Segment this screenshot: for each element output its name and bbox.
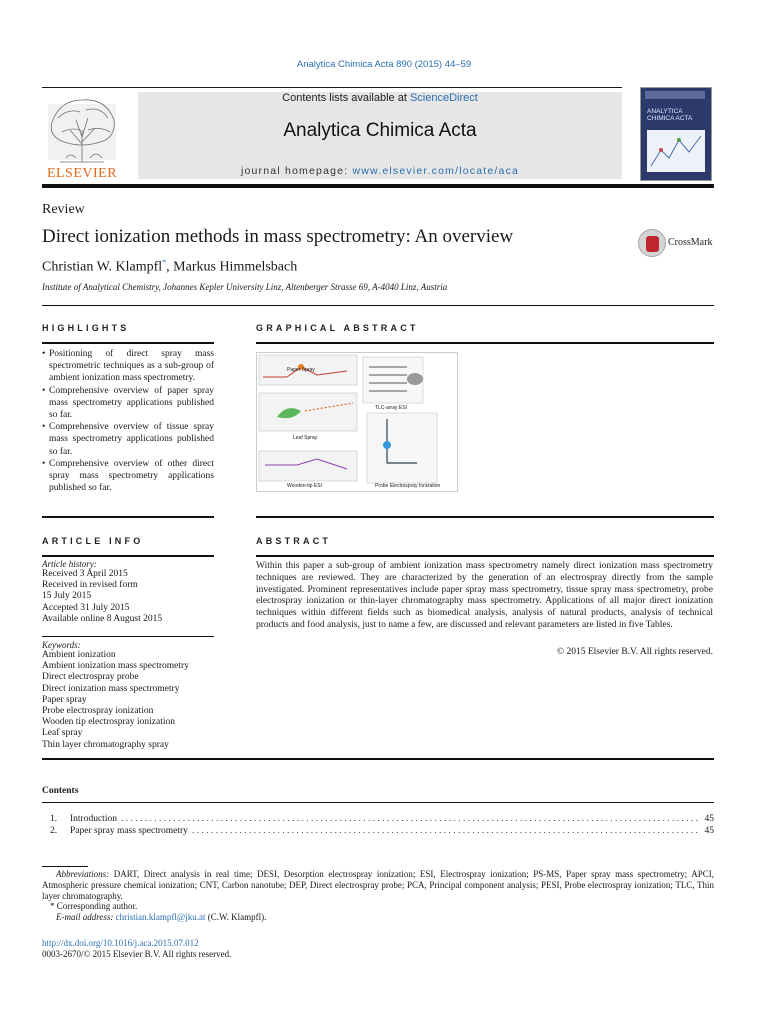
toc-leader — [192, 826, 701, 836]
cover-title: ANALYTICA CHIMICA ACTA — [647, 108, 693, 122]
keyword-item[interactable]: Direct ionization mass spectrometry — [42, 683, 180, 694]
journal-homepage-line — [138, 165, 622, 177]
graphical-abstract-figure[interactable] — [256, 352, 458, 492]
toc-page: 45 — [704, 826, 714, 836]
sciencedirect-link[interactable]: ScienceDirect — [409, 92, 478, 104]
keywords-label: Keywords: — [42, 640, 81, 650]
contents-heading: Contents — [42, 786, 79, 796]
toc-number: 2. — [50, 826, 58, 836]
graphical-abstract-bottom-rule — [256, 516, 714, 518]
ga-label-leaf-spray: Leaf Spray — [293, 435, 318, 441]
history-line: Available online 8 August 2015 — [42, 613, 163, 624]
contents-rule — [42, 802, 714, 803]
header-bottom-rule — [42, 305, 714, 306]
affiliation: Institute of Analytical Chemistry, Johannes Kepler University Linz, Altenberger Strasse 69, A-4040 Linz, Austria — [42, 282, 448, 292]
email-link[interactable]: christian.klampfl@jku.at — [115, 912, 206, 923]
toc-entry[interactable] — [50, 826, 714, 836]
toc-title[interactable]: Introduction — [70, 814, 117, 824]
abbreviations-text: DART, Direct analysis in real time; DESI, Desorption electrospray ionization; ESI, Electrospray ionization; PS-MS, Paper spray mass spectrometry; APCI, Atmospheric pressure chemical ionization; CNT, Carbon nanotube; DEP, Direct electrospray probe; PCA, Principal component analysis; PESI, Probe electrospray ionization; TLC, Thin layer chromatography. — [42, 869, 714, 901]
footnote-rule — [42, 866, 88, 867]
highlights-bottom-rule — [42, 516, 214, 518]
toc-leader — [121, 814, 701, 824]
highlights-list — [42, 348, 214, 494]
history-line: 15 July 2015 — [42, 591, 92, 602]
toc-entry[interactable] — [50, 814, 714, 824]
toc-page: 45 — [704, 814, 714, 824]
keywords-divider — [42, 636, 214, 637]
email-label: E-mail address: — [56, 912, 116, 923]
highlight-item: • Positioning of direct spray mass spectrometric techniques as a sub-group of ambient ionization mass spectrometry. — [42, 348, 214, 385]
homepage-link[interactable]: www.elsevier.com/locate/aca — [352, 165, 520, 177]
article-info-heading: ARTICLE INFO — [42, 536, 144, 546]
keyword-item[interactable]: Thin layer chromatography spray — [42, 739, 169, 750]
elsevier-wordmark: ELSEVIER — [46, 166, 118, 181]
highlights-top-rule — [42, 342, 214, 344]
keywords-block — [42, 640, 214, 751]
masthead-divider — [42, 184, 714, 188]
highlight-item: • Comprehensive overview of tissue spray mass spectrometry applications published so far. — [42, 421, 214, 458]
journal-title: Analytica Chimica Acta — [283, 120, 477, 141]
homepage-prefix: journal homepage: — [240, 165, 353, 177]
keyword-item[interactable]: Ambient ionization — [42, 650, 116, 660]
journal-cover-image[interactable] — [640, 87, 712, 181]
issn-copyright: 0003-2670/© 2015 Elsevier B.V. All rights reserved. — [42, 949, 232, 959]
keyword-item[interactable]: Ambient ionization mass spectrometry — [42, 661, 189, 672]
abbreviations-note — [42, 869, 714, 901]
highlight-item: • Comprehensive overview of other direct spray mass spectrometry applications published so far. — [42, 458, 214, 495]
header-rule — [42, 87, 622, 88]
keyword-item[interactable]: Direct electrospray probe — [42, 672, 139, 683]
abstract-heading: ABSTRACT — [256, 536, 332, 546]
doi-link[interactable]: http://dx.doi.org/10.1016/j.aca.2015.07.012 — [42, 938, 199, 948]
author-list — [42, 258, 297, 276]
author-2[interactable]: Markus Himmelsbach — [173, 259, 298, 275]
article-type: Review — [42, 202, 85, 217]
corresponding-mark: * — [50, 901, 55, 912]
history-label: Article history: — [42, 559, 97, 569]
toc-title[interactable]: Paper spray mass spectrometry — [70, 826, 188, 836]
ga-label-paper-spray: Paper Spray — [287, 367, 315, 373]
author-1[interactable]: Christian W. Klampfl — [42, 259, 163, 275]
keyword-item[interactable]: Probe electrospray ionization — [42, 706, 154, 717]
graphical-abstract-top-rule — [256, 342, 714, 344]
crossmark-badge[interactable] — [638, 228, 718, 258]
journal-citation[interactable]: Analytica Chimica Acta 890 (2015) 44–59 — [296, 59, 472, 70]
footnotes — [42, 869, 714, 923]
keyword-item[interactable]: Paper spray — [42, 694, 87, 705]
article-title: Direct ionization methods in mass spectrometry: An overview — [42, 226, 514, 247]
cover-top-bar — [645, 91, 705, 99]
history-line: Accepted 31 July 2015 — [42, 602, 130, 613]
graphical-abstract-illustration — [257, 353, 457, 491]
ga-label-pesi: Probe Electrospray Ionization — [375, 483, 441, 489]
highlights-heading: HIGHLIGHTS — [42, 323, 130, 333]
abbreviations-label: Abbreviations: — [56, 869, 110, 879]
ga-label-wooden-tip: Wooden-tip ESI — [287, 483, 322, 489]
email-suffix: (C.W. Klampfl). — [205, 912, 267, 923]
author-separator: , — [166, 259, 174, 275]
toc-number: 1. — [50, 814, 58, 824]
highlight-item: • Comprehensive overview of paper spray mass spectrometry applications published so far. — [42, 385, 214, 422]
ga-label-tlc: TLC-array ESI — [375, 405, 407, 411]
front-matter-bottom-rule — [42, 758, 714, 760]
keyword-item[interactable]: Leaf spray — [42, 728, 83, 739]
history-line: Received 3 April 2015 — [42, 569, 128, 579]
crossmark-label: CrossMark — [668, 237, 713, 248]
elsevier-logo[interactable] — [40, 92, 124, 180]
abstract-copyright: © 2015 Elsevier B.V. All rights reserved. — [556, 647, 713, 657]
keyword-item[interactable]: Wooden tip electrospray ionization — [42, 717, 175, 728]
graphical-abstract-heading: GRAPHICAL ABSTRACT — [256, 323, 419, 333]
corresponding-note — [42, 901, 714, 912]
corresponding-text: Corresponding author. — [54, 901, 138, 912]
contents-prefix: Contents lists available at — [282, 92, 410, 104]
crossmark-icon — [638, 229, 666, 257]
contents-available-line — [138, 92, 622, 104]
article-info-top-rule — [42, 555, 214, 557]
cover-artwork — [647, 130, 705, 172]
abstract-top-rule — [256, 555, 714, 557]
abstract-text: Within this paper a sub-group of ambient ionization mass spectrometry namely direct ionization mass spectrometry techniques are reviewed. They are characterized by the generation of an electrospray directly from the sample investigated. Prominent representatives include paper spray mass spectrometry, tissue spray mass spectrometry, probe electrospray ionization or thin-layer chromatography mass spectrometry. Applications of all major direct ionization techniques within different fields such as biomedical analysis, analysis of natural products, analysis of technical products and food analysis, just to name a few, are discussed and relevant parameters are listed in five Tables. — [256, 561, 713, 630]
email-note — [42, 912, 714, 923]
article-history — [42, 559, 214, 625]
corresponding-author-mark[interactable]: * — [162, 258, 167, 267]
history-line: Received in revised form — [42, 580, 138, 591]
